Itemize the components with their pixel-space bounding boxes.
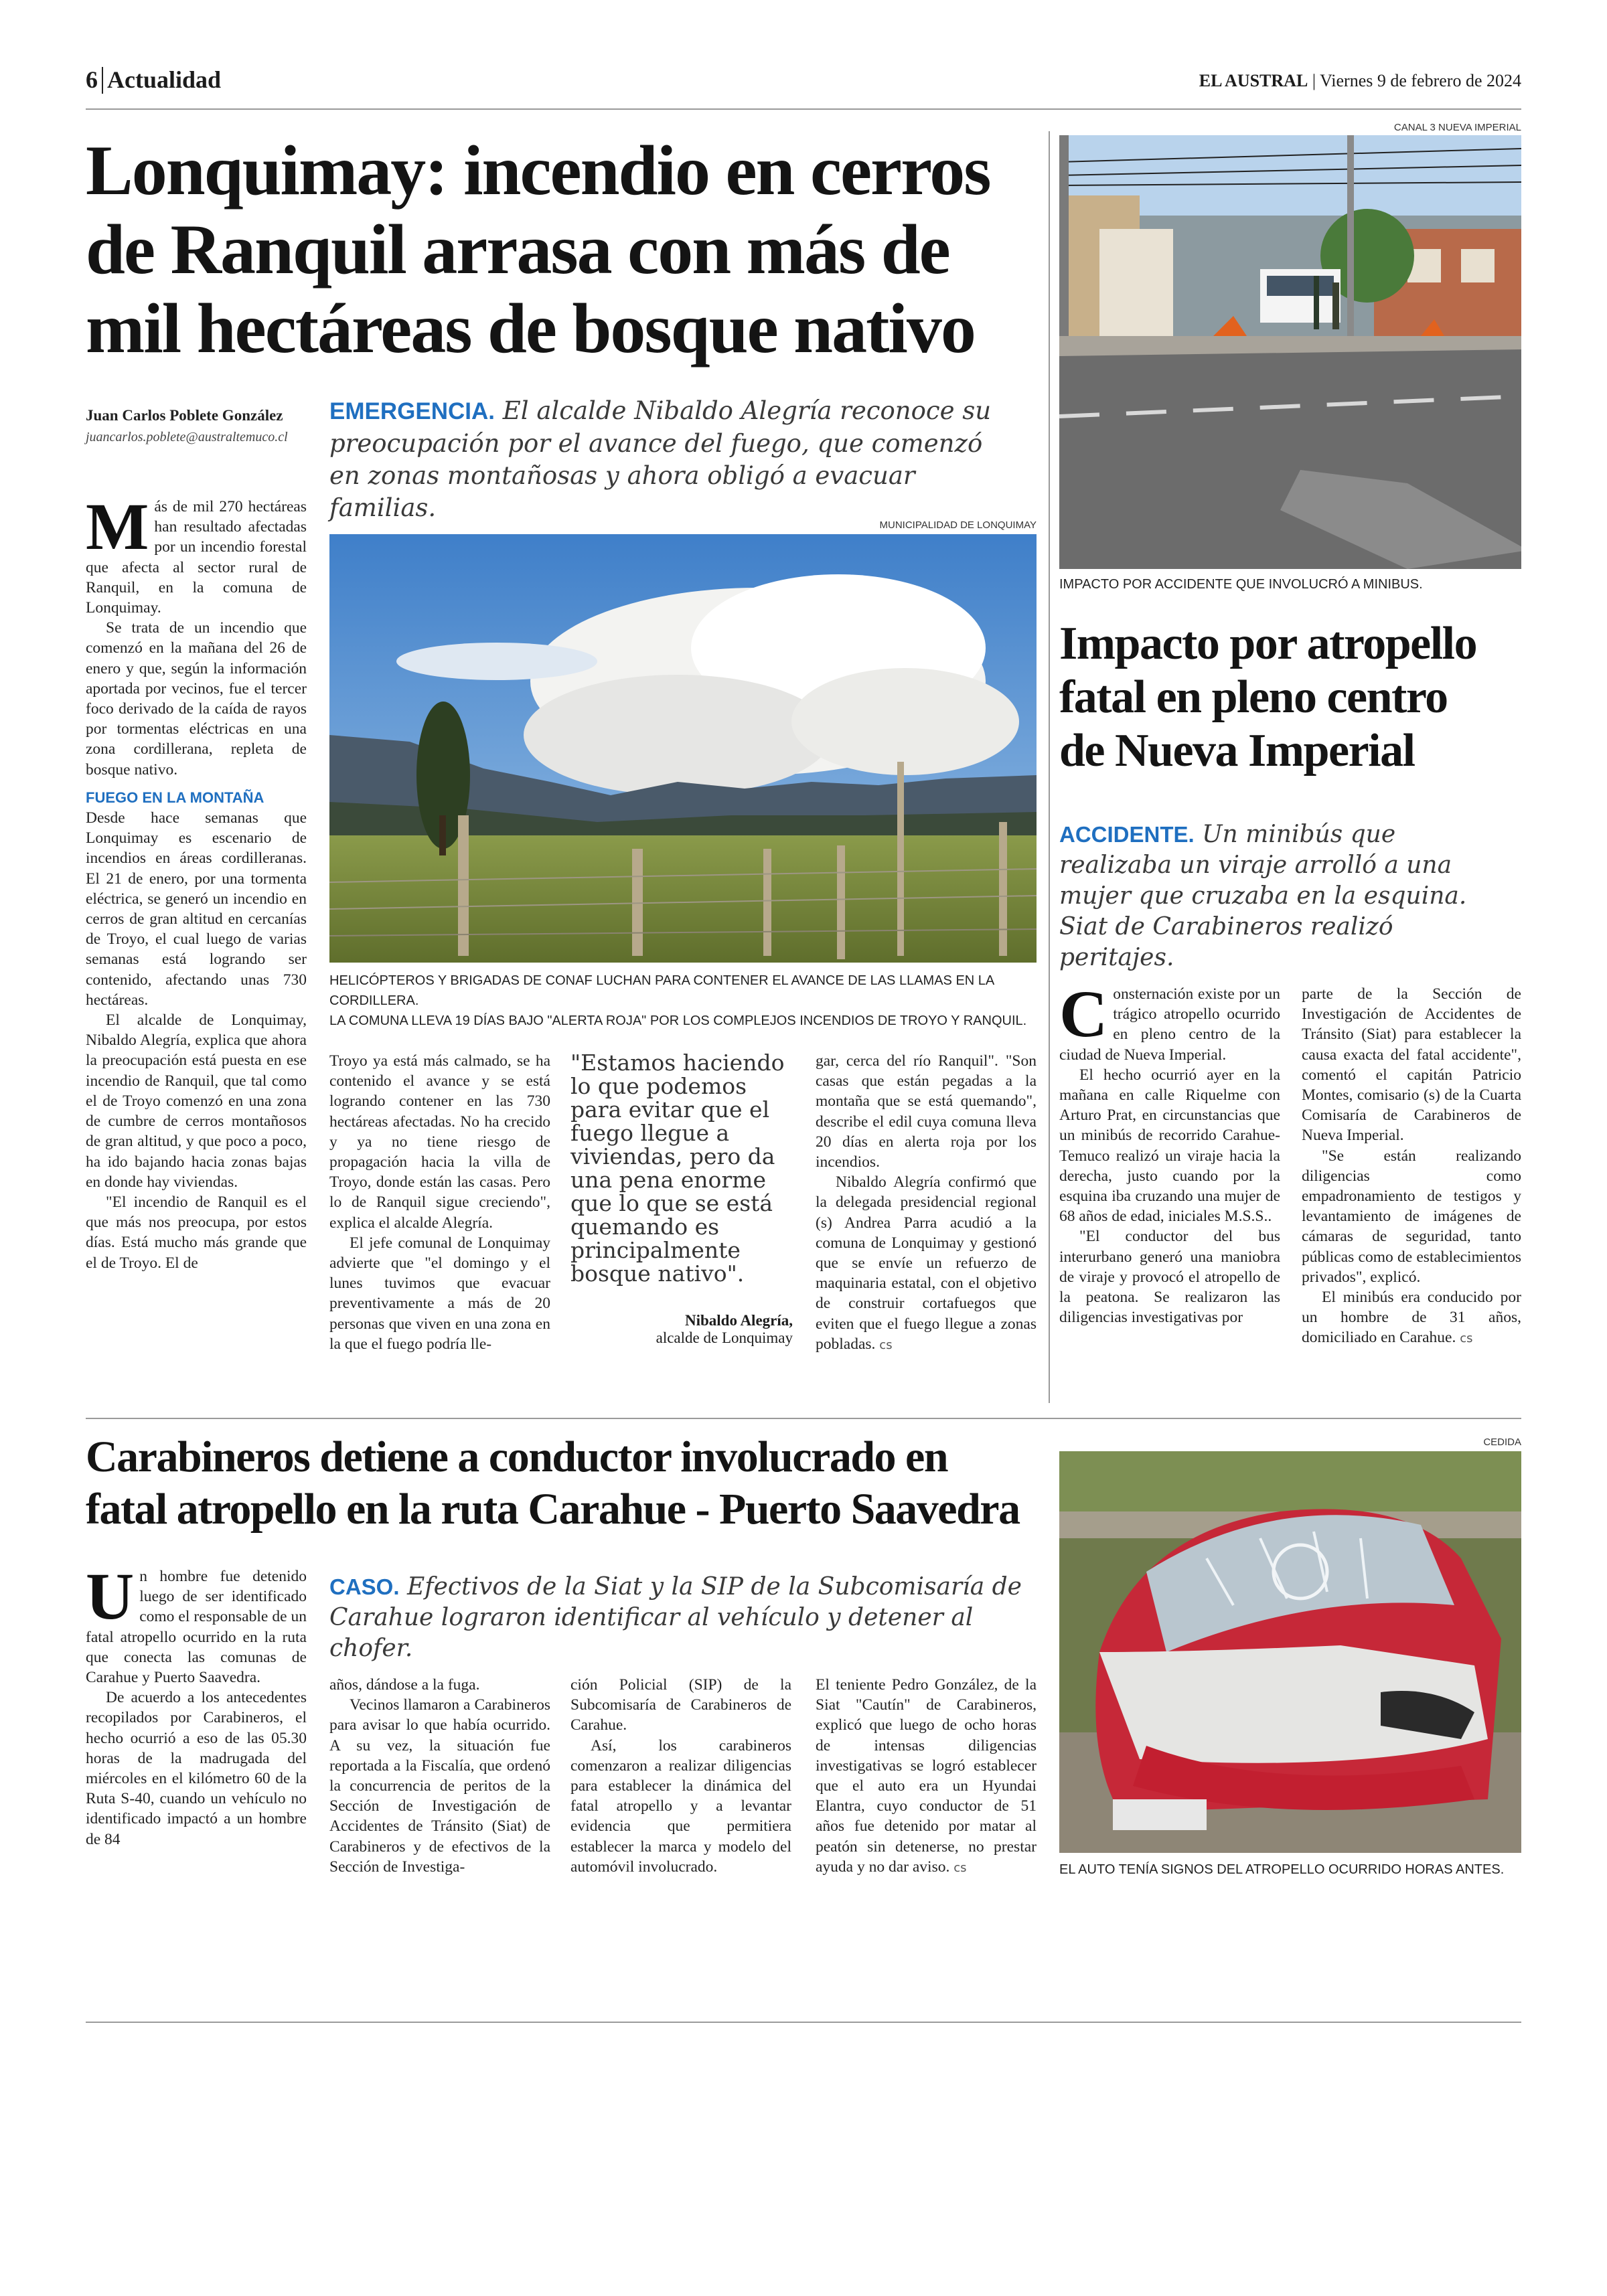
paragraph: gar, cerca del río Ranquil". "Son casas que están pegadas a la montaña que se está quemando", describe el edil cuya comuna lleva 20 días en alerta roja por los incendios. <box>816 1052 1037 1171</box>
fire-photo <box>329 534 1037 963</box>
fire-caption <box>329 971 1039 1031</box>
headline-line: mil hectáreas de bosque nativo <box>86 289 975 367</box>
kicker-caso: CASO. <box>329 1574 400 1599</box>
kicker-emergencia: EMERGENCIA. <box>329 398 495 424</box>
article2-col2 <box>1302 984 1521 1349</box>
paragraph: Desde hace semanas que Lonquimay es escenario de incendios en áreas cordilleranas. El 21 de enero, por una tormenta eléctrica, se generó un incendio en cerros de gran altitud en cercanías de Troyo, el cual luego de varias semanas está logrando ser contenido, afectando unas 730 hectáreas. <box>86 809 307 1009</box>
footer-rule <box>86 2022 1521 2023</box>
issue-date: Viernes 9 de febrero de 2024 <box>1320 71 1521 90</box>
article1-col1 <box>86 489 307 1273</box>
end-mark: cs <box>953 1860 967 1875</box>
article1-col4 <box>816 1051 1037 1356</box>
paragraph: "Se están realizando diligencias como empadronamiento de testigos y levantamiento de imágenes de cámaras de seguridad, tanto públicas como de establecimientos privados", explicó. <box>1302 1147 1521 1286</box>
deck-text: Un minibús que realizaba un viraje arrolló a una mujer que cruzaba en la esquina. Siat de Carabineros realizó peritajes. <box>1059 821 1467 971</box>
photo-credit-fire: MUNICIPALIDAD DE LONQUIMAY <box>879 519 1037 531</box>
deck-emergencia <box>329 395 999 524</box>
section-rule <box>86 1418 1521 1419</box>
headline-line: fatal atropello en la ruta Carahue - Puerto Saavedra <box>86 1485 1020 1534</box>
headline-line: Carabineros detiene a conductor involucrado en <box>86 1432 948 1481</box>
headline-nueva-imperial <box>1059 617 1521 778</box>
article3-col2 <box>329 1675 550 1877</box>
paragraph: El alcalde de Lonquimay, Nibaldo Alegría, explica que ahora la preocupación está puesta en ese incendio de Ranquil, que tal como el de Troyo comenzó en una zona de cumbre de cerros montañosos de gran altitud, y que poco a poco, ha ido bajando hacia zonas bajas en donde hay viviendas. <box>86 1011 307 1191</box>
fire-photo-image <box>329 534 1037 963</box>
article1-col2 <box>329 1051 550 1354</box>
dropcap: C <box>1059 977 1108 1051</box>
paragraph: ción Policial (SIP) de la Subcomisaría de Carabineros de Carahue. <box>570 1676 791 1734</box>
car-caption: EL AUTO TENÍA SIGNOS DEL ATROPELLO OCURRIDO HORAS ANTES. <box>1059 1862 1505 1877</box>
masthead-divider <box>102 67 103 94</box>
paragraph <box>86 1559 307 1688</box>
quote-name: Nibaldo Alegría, <box>684 1312 793 1329</box>
subhead-fuego: FUEGO EN LA MONTAÑA <box>86 789 264 806</box>
masthead-sep: | <box>1312 71 1316 90</box>
deck-accidente <box>1059 819 1501 973</box>
headline-line: fatal en pleno centro <box>1059 671 1448 723</box>
paragraph: Así, los carabineros comenzaron a realizar diligencias para establecer la dinámica del fatal atropello y a levantar evidencia que permitiera establecer la marca y modelo del automóvil involucrado. <box>570 1736 791 1876</box>
deck-text: El alcalde Nibaldo Alegría reconoce su preocupación por el avance del fuego, que comenzó en zonas montañosas y ahora obligó a evacuar familias. <box>329 396 992 522</box>
headline-lonquimay <box>86 131 1050 368</box>
paragraph: parte de la Sección de Investigación de Accidentes de Tránsito (Siat) para establecer la causa exacta del fatal accidente", comentó el capitán Patricio Montes, comisario (s) de la Cuarta Comisaría de Carabineros de Nueva Imperial. <box>1302 985 1521 1145</box>
quote-attribution <box>570 1312 793 1347</box>
paragraph-text: Nibaldo Alegría confirmó que la delegada presidencial regional (s) Andrea Parra acudió a la comuna de Lonquimay y gestionó que se envíe un refuerzo de maquinaria estatal, con el objetivo de construir cortafuegos que eviten que el fuego llegue a zonas pobladas. <box>816 1173 1037 1353</box>
quote-text: "Estamos haciendo lo que podemos para evitar que el fuego llegue a viviendas, pero da una pena enorme que lo que se está quemando es principalmente bosque nativo". <box>570 1050 785 1287</box>
fire-caption-line1: HELICÓPTEROS Y BRIGADAS DE CONAF LUCHAN PARA CONTENER EL AVANCE DE LAS LLAMAS EN LA CORDILLERA. <box>329 973 994 1008</box>
headline-carabineros <box>86 1431 1050 1536</box>
byline-name: Juan Carlos Poblete González <box>86 407 283 424</box>
paragraph: "El incendio de Ranquil es el que más nos preocupa, por estos días. Está mucho más grande que el de Troyo. El de <box>86 1193 307 1272</box>
minibus-photo <box>1059 135 1521 569</box>
minibus-photo-image <box>1059 135 1521 569</box>
pull-quote <box>570 1051 793 1347</box>
paper-name: EL AUSTRAL <box>1199 71 1308 90</box>
paragraph <box>1302 1287 1521 1349</box>
paragraph: Se trata de un incendio que comenzó en la mañana del 26 de enero y que, según la información aportada por vecinos, fue el tercer foco derivado de la caída de rayos por tormentas eléctricas en una zona cordillerana, repleta de bosque nativo. <box>86 619 307 778</box>
headline-line: de Nueva Imperial <box>1059 725 1415 776</box>
paragraph-text: ás de mil 270 hectáreas han resultado afectadas por un incendio forestal que afecta al sector rural de Ranquil, en la comuna de Lonquimay. <box>86 498 307 617</box>
paragraph: El hecho ocurrió ayer en la mañana en calle Riquelme con Arturo Prat, en circunstancias que un minibús de recorrido Carahue-Temuco realizó un viraje hacia la derecha, justo cuando por la esquina iba cruzando una mujer de 68 años de edad, iniciales M.S.S.. <box>1059 1066 1280 1226</box>
deck-caso <box>329 1572 1046 1664</box>
photo-credit-minibus: CANAL 3 NUEVA IMPERIAL <box>1393 122 1521 133</box>
headline-line: Impacto por atropello <box>1059 618 1477 669</box>
paragraph: De acuerdo a los antecedentes recopilados por Carabineros, el hecho ocurrió a eso de las 05.30 horas de la madrugada del miércoles en el kilómetro 60 de la Ruta S-40, cuando un vehículo no identificado impactó a un hombre de 84 <box>86 1689 307 1848</box>
paragraph: El jefe comunal de Lonquimay advierte que "el domingo y el lunes tuvimos que evacuar preventivamente a más de 20 personas que viven en una zona en la que el fuego podría lle- <box>329 1234 550 1353</box>
quote-role: alcalde de Lonquimay <box>656 1329 793 1346</box>
paragraph: "El conductor del bus interurbano generó una maniobra de viraje y provocó el atropello de la peatona. Se realizaron las diligencias investigativas por <box>1059 1228 1280 1327</box>
paragraph <box>816 1675 1037 1878</box>
car-photo-image <box>1059 1451 1521 1853</box>
byline-email: juancarlos.poblete@australtemuco.cl <box>86 430 288 444</box>
masthead-rule <box>86 108 1521 110</box>
paragraph <box>86 489 307 618</box>
photo-credit-car: CEDIDA <box>1483 1437 1521 1448</box>
column-divider <box>1049 131 1050 1403</box>
paragraph: Troyo ya está más calmado, se ha contenido el avance y se está logrando contener en las 730 hectáreas afectadas. No ha crecido y ya no tiene riesgo de propagación hacia la villa de Troyo, donde están las casas. Pero lo de Ranquil sigue creciendo", explica el alcalde Alegría. <box>329 1052 550 1232</box>
dropcap: M <box>86 489 149 564</box>
paragraph-text: El teniente Pedro González, de la Siat "Cautín" de Carabineros, explicó que luego de ocho horas de intensas diligencias investigativas se logró establecer que el auto era un Hyundai Elantra, cuyo conductor de 51 años fue detenido por matar al peatón sin detenerse, no prestar ayuda y no dar aviso. <box>816 1676 1037 1876</box>
deck-text: Efectivos de la Siat y la SIP de la Subcomisaría de Carahue lograron identificar al vehículo y detener al chofer. <box>329 1573 1022 1662</box>
article3-col3 <box>570 1675 791 1877</box>
car-photo <box>1059 1451 1521 1853</box>
paragraph-text: onsternación existe por un trágico atropello ocurrido en pleno centro de la ciudad de Nueva Imperial. <box>1059 985 1280 1064</box>
dropcap: U <box>86 1559 135 1633</box>
paragraph: Vecinos llamaron a Carabineros para avisar lo que había ocurrido. A su vez, la situación fue reportada a la Fiscalía, que ordenó la concurrencia de peritos de la Sección de Investigación de Accidentes de Tránsito (Siat) de Carabineros y de efectivos de la Sección de Investiga- <box>329 1696 550 1876</box>
article3-col4 <box>816 1675 1037 1878</box>
headline-line: Lonquimay: incendio en cerros <box>86 131 990 210</box>
section-name: Actualidad <box>107 66 222 93</box>
paragraph-text: n hombre fue detenido luego de ser identificado como el responsable de un fatal atropello ocurrido en la ruta que conecta las comunas de Carahue y Puerto Saavedra. <box>86 1568 307 1687</box>
paragraph <box>1059 977 1280 1065</box>
end-mark: cs <box>1460 1331 1473 1346</box>
fire-caption-line2: LA COMUNA LLEVA 19 DÍAS BAJO "ALERTA ROJA" POR LOS COMPLEJOS INCENDIOS DE TROYO Y RANQUIL. <box>329 1013 1027 1028</box>
paragraph: años, dándose a la fuga. <box>329 1676 480 1694</box>
page-number: 6 <box>86 66 98 93</box>
article3-col1 <box>86 1559 307 1850</box>
end-mark: cs <box>879 1337 893 1352</box>
article2-col1 <box>1059 977 1280 1327</box>
minibus-caption: IMPACTO POR ACCIDENTE QUE INVOLUCRÓ A MINIBUS. <box>1059 577 1423 592</box>
headline-line: de Ranquil arrasa con más de <box>86 210 949 289</box>
masthead-right <box>1053 71 1521 91</box>
byline <box>86 407 313 445</box>
paragraph-text: El minibús era conducido por un hombre de 31 años, domiciliado en Carahue. <box>1302 1289 1521 1347</box>
paragraph <box>816 1172 1037 1356</box>
kicker-accidente: ACCIDENTE. <box>1059 822 1195 847</box>
